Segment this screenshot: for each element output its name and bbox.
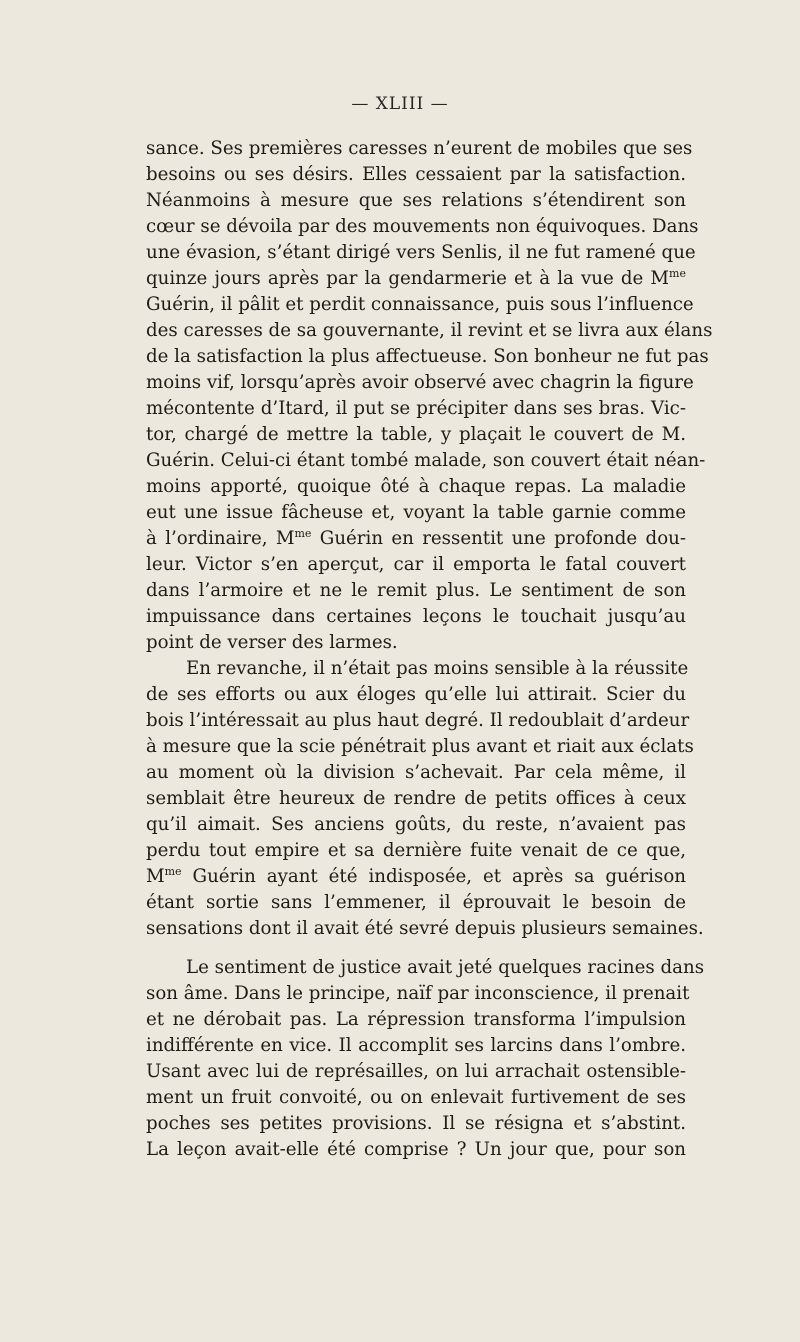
text-line: leur. Victor s’en aperçut, car il emporta le fatal couvert — [146, 554, 686, 575]
text-line: sensations dont il avait été sevré depuis plusieurs semaines. — [146, 918, 704, 939]
text-line: Le sentiment de justice avait jeté quelques racines dans — [186, 957, 705, 978]
text-line: moins vif, lorsqu’après avoir observé avec chagrin la figure — [146, 372, 694, 393]
text-segment: M — [146, 866, 165, 887]
text-segment: Guérin en ressentit une profonde dou- — [319, 528, 686, 549]
superscript: me — [294, 527, 312, 540]
text-line: cœur se dévoila par des mouvements non équivoques. Dans — [146, 216, 699, 237]
page-body — [146, 136, 713, 1163]
text-segment: quinze jours après par la gendarmerie et à la vue de M — [146, 268, 670, 289]
text-line: poches ses petites provisions. Il se résigna et s’abstint. — [146, 1113, 686, 1134]
text-line: impuissance dans certaines leçons le touchait jusqu’au — [146, 606, 686, 627]
text-line: son âme. Dans le principe, naïf par inconscience, il prenait — [146, 983, 690, 1004]
superscript: me — [669, 267, 686, 280]
text-line: qu’il aimait. Ses anciens goûts, du reste, n’avaient pas — [146, 814, 686, 835]
text-segment: à l’ordinaire, M — [146, 528, 295, 549]
text-line — [146, 266, 686, 292]
text-line — [146, 526, 686, 552]
superscript: me — [164, 865, 182, 878]
text-line: eut une issue fâcheuse et, voyant la table garnie comme — [146, 502, 686, 523]
text-segment: Guérin ayant été indisposée, et après sa guérison — [192, 866, 686, 887]
text-line: Néanmoins à mesure que ses relations s’étendirent son — [146, 190, 686, 211]
text-line: La leçon avait-elle été comprise ? Un jour que, pour son — [146, 1139, 686, 1160]
text-line: semblait être heureux de rendre de petits offices à ceux — [146, 788, 686, 809]
text-line: Guérin, il pâlit et perdit connaissance, puis sous l’influence — [146, 294, 694, 315]
text-line: besoins ou ses désirs. Elles cessaient par la satisfaction. — [146, 164, 686, 185]
text-line: mécontente d’Itard, il put se précipiter dans ses bras. Vic- — [146, 398, 686, 419]
text-line: point de verser des larmes. — [146, 632, 398, 653]
paragraph-gap — [146, 942, 686, 955]
text-line: Usant avec lui de représailles, on lui arrachait ostensible- — [146, 1061, 686, 1082]
text-line: sance. Ses premières caresses n’eurent de mobiles que ses — [146, 138, 693, 159]
text-line: au moment où la division s’achevait. Par cela même, il — [146, 762, 686, 783]
text-line: indifférente en vice. Il accomplit ses larcins dans l’ombre. — [146, 1035, 686, 1056]
text-line: Guérin. Celui-ci étant tombé malade, son couvert était néan- — [146, 450, 706, 471]
page-number-header: — XLIII — — [351, 94, 449, 114]
text-line: une évasion, s’étant dirigé vers Senlis, il ne fut ramené que — [146, 242, 696, 263]
text-line: de ses efforts ou aux éloges qu’elle lui attirait. Scier du — [146, 684, 686, 705]
text-line: ment un fruit convoité, ou on enlevait furtivement de ses — [146, 1087, 686, 1108]
text-line: des caresses de sa gouvernante, il revint et se livra aux élans — [146, 320, 713, 341]
text-line — [146, 864, 686, 890]
text-line: En revanche, il n’était pas moins sensible à la réussite — [186, 658, 689, 679]
text-line: et ne dérobait pas. La répression transforma l’impulsion — [146, 1009, 686, 1030]
text-line: moins apporté, quoique ôté à chaque repas. La maladie — [146, 476, 686, 497]
text-line: bois l’intéressait au plus haut degré. Il redoublait d’ardeur — [146, 710, 690, 731]
text-line: à mesure que la scie pénétrait plus avant et riait aux éclats — [146, 736, 694, 757]
text-line: étant sortie sans l’emmener, il éprouvait le besoin de — [146, 892, 686, 913]
text-line: de la satisfaction la plus affectueuse. Son bonheur ne fut pas — [146, 346, 709, 367]
text-line: dans l’armoire et ne le remit plus. Le sentiment de son — [146, 580, 686, 601]
text-line: tor, chargé de mettre la table, y plaçait le couvert de M. — [146, 424, 686, 445]
text-line: perdu tout empire et sa dernière fuite venait de ce que, — [146, 840, 686, 861]
